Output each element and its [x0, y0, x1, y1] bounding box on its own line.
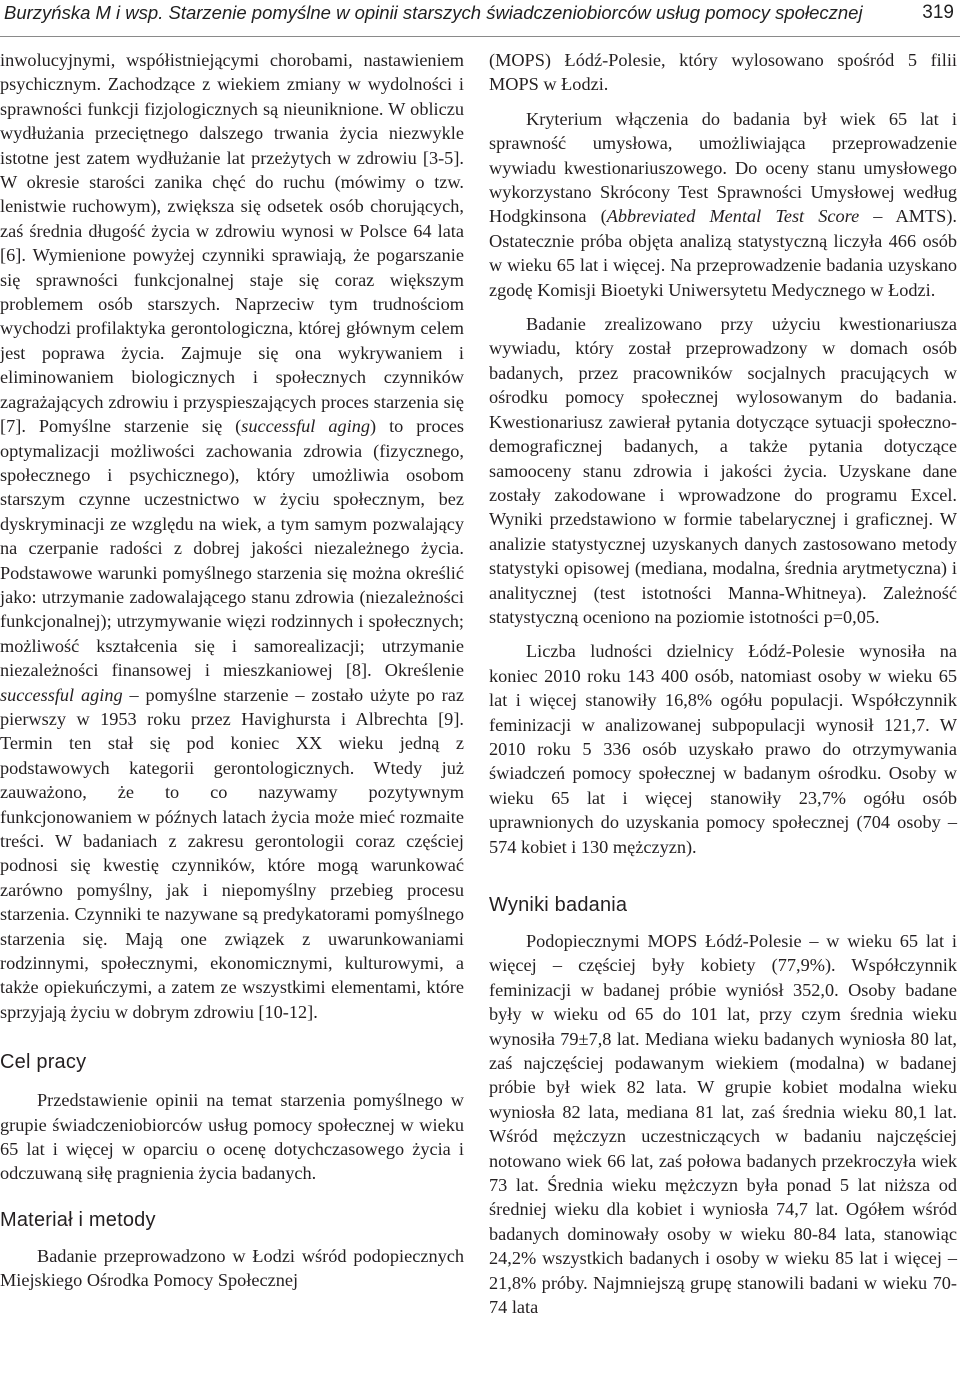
- questionnaire-paragraph: Badanie zrealizowano przy użyciu kwestionariusza wywiadu, który został przeprowadzony w domach osób badanych, przez pracowników socjalnych pracujących w ośrodku pomocy społecznej wylosowanym do badania. Kwestionariusz zawierał pytania dotyczące sytuacji społeczno-demograficznej badanych, a także pytania dotyczące samooceny stanu zdrowia i jakości życia. Uzyskane dane zostały zakodowane i wprowadzone do programu Excel. Wyniki przedstawiono w formie tabelarycznej i graficznej. W analizie statystycznej uzyskanych danych zastosowano metody statystyki opisowej (mediana, modalna, średnia arytmetyczna) i analitycznej (test istotności Manna-Whitneya). Zależność statystyczną oceniono na poziomie istotności p=0,05.: [489, 314, 957, 627]
- intro-paragraph: inwolucyjnymi, współistniejącymi chorobami, nastawieniem psychicznym. Zachodzące z wiekiem zmiany w wydolności i sprawności funkcji fizjologicznych są nieuniknione. W obliczu wydłużania przeciętnego dalszego trwania życia niezwykle istotne jest zatem wydłużanie lat przeżytych w zdrowiu [3-5]. W okresie starości zanika chęć do ruchu (mówimy o tzw. lenistwie ruchowym), zwiększa się odsetek osób chorujących, zaś średnia długość życia w zdrowiu wynosi w Polsce 64 lata [6]. Wymienione powyżej czynniki sprawiają, że pogarszanie się sprawności funkcjonalnej staje się coraz większym problemem osób starszych. Naprzeciw tym trudnościom wychodzi profilaktyka gerontologiczna, której głównym celem jest poprawa życia. Zajmuje się ona wykrywaniem i eliminowaniem biologicznych i społecznych czynników zagrażających zdrowiu i przyspieszających proces starzenia się [7]. Pomyślne starzenie się (successful aging) to proces optymalizacji możliwości zachowania zdrowia (fizycznego, społecznego i psychicznego), który umożliwia osobom starszym czynne uczestnictwo w życiu społecznym, bez dyskryminacji ze względu na wiek, a tym samym pozwalający na czerpanie radości z dobrej jakości niezależnego życia. Podstawowe warunki pomyślnego starzenia się można określić jako: utrzymanie zadowalającego stanu zdrowia (niezależności funkcjonalnej); utrzymywanie więzi rodzinnych i społecznych; możliwość kształcenia się i samorealizacji; utrzymanie niezależności finansowej i mieszkaniowej [8]. Określenie successful aging – pomyślne starzenie – zostało użyte po raz pierwszy w 1953 roku przez Havighursta i Albrechta [9]. Termin ten stał się pod koniec XX wieku jedną z podstawowych kategorii gerontologicznych. Wtedy już zauważono, że to co nazywamy pozytywnym funkcjonowaniem w późnych latach życia może mieć rozmaite treści. W badaniach z zakresu gerontologii coraz częściej podnosi się kwestię czynników, które mogą warunkować zarówno pomyślny, jak i niepomyślny przebieg procesu starzenia. Czynniki te nazywane są predykatorami pomyślnego starzenia się. Mają one związek z uwarunkowaniami rodzinnymi, społecznymi, ekonomicznymi, kulturowymi, a także opiekuńczymi, a zatem ze wszystkimi elementami, które sprzyjają życiu w dobrym zdrowiu [10-12].: [0, 50, 465, 1022]
- population-paragraph: Liczba ludności dzielnicy Łódź-Polesie wynosiła na koniec 2010 roku 143 400 osób, natomiast osoby w wieku 65 lat i więcej stanowiły 16,8% ogółu populacji. Współczynnik feminizacji w analizowanej subpopulacji wynosił 121,7. W 2010 roku 5 336 osób uzyskało prawo do otrzymywania świadczeń pomocy społecznej w badanym ośrodku. Osoby w wieku 65 lat i więcej stanowiły 23,7% ogółu osób uprawnionych do uzyskania pomocy społecznej (704 osoby – 574 kobiet i 130 mężczyzn).: [489, 641, 957, 857]
- methods-paragraph: Badanie przeprowadzono w Łodzi wśród podopiecznych Miejskiego Ośrodka Pomocy Społecznej: [0, 1245, 464, 1291]
- term-successful-aging: successful aging: [241, 416, 371, 437]
- term-successful-aging: successful aging: [0, 684, 123, 705]
- section-heading-material-i-metody: Materiał i metody: [0, 1208, 156, 1231]
- running-header: [0, 0, 960, 37]
- section-heading-cel-pracy: Cel pracy: [0, 1051, 87, 1074]
- running-title: Burzyńska M i wsp. Starzenie pomyślne w opinii starszych świadczeniobiorców usług pomocy społecznej: [4, 2, 863, 23]
- page-number: 319: [922, 2, 954, 23]
- term-amts: Abbreviated Mental Test Score: [606, 206, 860, 227]
- results-paragraph: Podopiecznymi MOPS Łódź-Polesie – w wieku 65 lat i więcej – częściej były kobiety (77,9%). Współczynnik feminizacji w badanej próbie wyniósł 352,0. Osoby badane były w wieku od 65 do 101 lat, przy czym średnia wieku wynosiła 79±7,8 lat. Mediana wieku badanych wyniosła 80 lat, zaś najczęściej podawanym wiekiem (modalna) w badanej próbie był wiek 82 lata. W grupie kobiet modalna wieku wyniosła 82 lata, mediana 81 lat, zaś średnia wieku 80,1 lat. Wśród mężczyzn uczestniczących w badaniu najczęściej notowano wiek 66 lat, zaś połowa badanych przekroczyła wiek 73 lat. Średnia wieku mężczyzn była ponad 5 lat niższa od średniej wieku dla kobiet i wyniosła 74,7 lat. Ogółem wśród badanych dominowały osoby w wieku 80-84 lata, stanowiąc 24,2% wszystkich badanych i osoby w wieku 85 lat i więcej – 21,8% próby. Najmniejszą grupę stanowili badani w wieku 70-74 lata: [489, 931, 957, 1318]
- inclusion-criteria-paragraph: Kryterium włączenia do badania był wiek 65 lat i sprawność umysłowa, umożliwiająca przeprowadzenie wywiadu kwestionariuszowego. Do oceny stanu umysłowego wykorzystano Skrócony Test Sprawności Umysłowej według Hodgkinsona (Abbreviated Mental Test Score – AMTS). Ostatecznie próba objęta analizą statystyczną liczyła 466 osób w wieku 65 lat i więcej. Na przeprowadzenie badania uzyskano zgodę Komisji Bioetyki Uniwersytetu Medycznego w Łodzi.: [489, 108, 957, 300]
- aim-paragraph: Przedstawienie opinii na temat starzenia pomyślnego w grupie świadczeniobiorców usług pomocy społecznej w wieku 65 lat i więcej w oparciu o ocenę dotychczasowego życia i odczuwaną siłę pragnienia życia badanych.: [0, 1090, 464, 1184]
- left-column: [0, 48, 464, 1293]
- methods-continued-paragraph: (MOPS) Łódź-Polesie, który wylosowano spośród 5 filii MOPS w Łodzi.: [489, 50, 957, 95]
- right-column: [489, 48, 957, 1320]
- section-heading-wyniki-badania: Wyniki badania: [489, 894, 628, 916]
